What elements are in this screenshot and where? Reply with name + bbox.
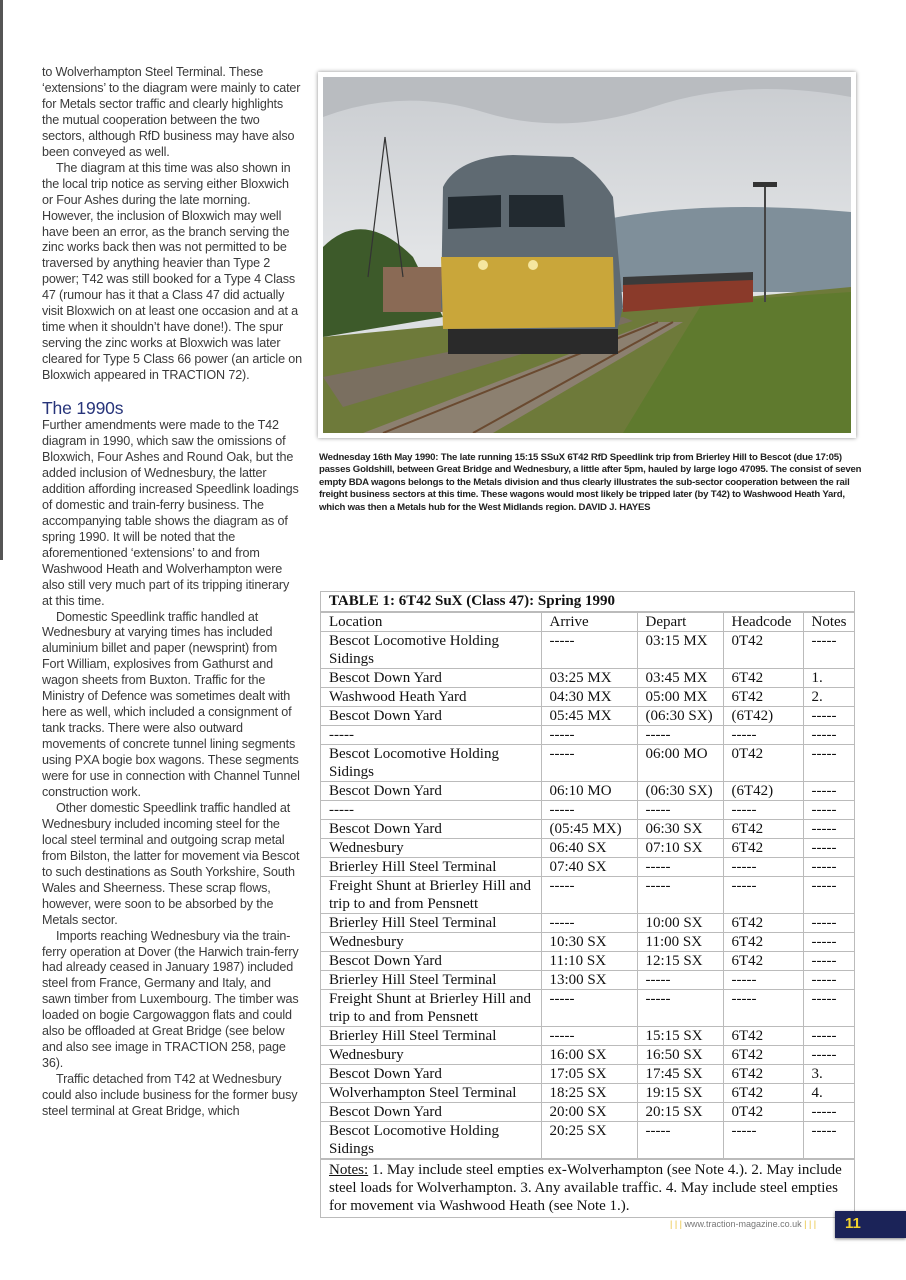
cell-depart: ----- <box>637 971 723 990</box>
table-row <box>321 632 854 669</box>
cell-location: ----- <box>321 801 541 820</box>
notes-label: Notes: <box>329 1162 369 1178</box>
cell-headcode: ----- <box>723 990 803 1027</box>
cell-headcode: 0T42 <box>723 745 803 782</box>
column-header-depart: Depart <box>637 613 723 632</box>
cell-depart: 11:00 SX <box>637 933 723 952</box>
cell-location: Wednesbury <box>321 1046 541 1065</box>
table-row <box>321 669 854 688</box>
cell-headcode: 6T42 <box>723 1065 803 1084</box>
cell-headcode: 0T42 <box>723 632 803 669</box>
cell-depart: 07:10 SX <box>637 839 723 858</box>
page-number: 11 <box>845 1215 861 1232</box>
cell-headcode: 6T42 <box>723 839 803 858</box>
cell-location: Bescot Down Yard <box>321 707 541 726</box>
cell-headcode: (6T42) <box>723 707 803 726</box>
table-row <box>321 839 854 858</box>
cell-location: Washwood Heath Yard <box>321 688 541 707</box>
photo-caption: Wednesday 16th May 1990: The late running 15:15 SSuX 6T42 RfD Speedlink trip from Brierley Hill to Bescot (due 17:05) passes Goldshill, between Great Bridge and Wednesbury, a little after 5pm, hauled by large logo 47095. The consist of seven empty BDA wagons belongs to the Metals division and thus clearly illustrates the sub-sector cooperation between the rail freight business sectors at this time. These wagons would most likely be tripped later (by T42) to Washwood Heath Yard, which was then a Metals hub for the West Midlands region. DAVID J. HAYES <box>319 452 862 513</box>
cell-location: Wednesbury <box>321 839 541 858</box>
cell-notes: ----- <box>803 745 854 782</box>
table-row <box>321 933 854 952</box>
cell-depart: ----- <box>637 877 723 914</box>
cell-headcode: 0T42 <box>723 1103 803 1122</box>
cell-notes: 2. <box>803 688 854 707</box>
cell-depart: ----- <box>637 858 723 877</box>
cell-arrive: ----- <box>541 745 637 782</box>
article-paragraph: Domestic Speedlink traffic handled at Wednesbury at varying times has included aluminium billet and paper (newsprint) from Fort William, explosives from Gathurst and wagon sheets from Buxton. Traffic for the Ministry of Defence was sometimes dealt with here as well, which included a consignment of tank tracks. There were also outward movements of concrete tunnel lining segments using PXA bogie box wagons. These segments were for use in connection with Channel Tunnel construction work. <box>42 609 300 799</box>
cell-depart: 15:15 SX <box>637 1027 723 1046</box>
cell-notes: ----- <box>803 914 854 933</box>
cell-notes: ----- <box>803 632 854 669</box>
cell-depart: ----- <box>637 990 723 1027</box>
section-heading: The 1990s <box>42 398 124 419</box>
cell-notes: ----- <box>803 952 854 971</box>
table-title: TABLE 1: 6T42 SuX (Class 47): Spring 1990 <box>321 592 854 612</box>
cell-location: Bescot Down Yard <box>321 782 541 801</box>
cell-notes: ----- <box>803 801 854 820</box>
cell-arrive: 11:10 SX <box>541 952 637 971</box>
cell-headcode: ----- <box>723 801 803 820</box>
cell-depart: (06:30 SX) <box>637 707 723 726</box>
schedule-table <box>320 591 855 1218</box>
table-row <box>321 745 854 782</box>
cell-arrive: 20:25 SX <box>541 1122 637 1159</box>
footer-bars-left: | | | <box>670 1219 683 1229</box>
cell-notes: ----- <box>803 1027 854 1046</box>
cell-notes: ----- <box>803 990 854 1027</box>
cell-headcode: 6T42 <box>723 1046 803 1065</box>
cell-arrive: 05:45 MX <box>541 707 637 726</box>
cell-arrive: ----- <box>541 990 637 1027</box>
cell-location: ----- <box>321 726 541 745</box>
table-row <box>321 1046 854 1065</box>
cell-arrive: 07:40 SX <box>541 858 637 877</box>
cell-location: Brierley Hill Steel Terminal <box>321 914 541 933</box>
cell-arrive: 04:30 MX <box>541 688 637 707</box>
table-row <box>321 820 854 839</box>
article-column <box>42 65 302 1120</box>
table-row <box>321 858 854 877</box>
cell-headcode: 6T42 <box>723 820 803 839</box>
cell-headcode: 6T42 <box>723 688 803 707</box>
cell-location: Wolverhampton Steel Terminal <box>321 1084 541 1103</box>
cell-notes: ----- <box>803 839 854 858</box>
cell-location: Bescot Locomotive Holding Sidings <box>321 632 541 669</box>
cell-headcode: ----- <box>723 971 803 990</box>
cell-depart: 06:00 MO <box>637 745 723 782</box>
article-paragraph: Imports reaching Wednesbury via the train-ferry operation at Dover (the Harwich train-ferry had already ceased in January 1987) included steel from France, Germany and Italy, and sawn timber from Luxembourg. The timber was loaded on bogie Cargowaggon flats and could also be offloaded at Great Bridge (see below and also see image in TRACTION 258, page 36). <box>42 928 299 1071</box>
cell-depart: 05:00 MX <box>637 688 723 707</box>
cell-depart: 03:15 MX <box>637 632 723 669</box>
cell-arrive: ----- <box>541 914 637 933</box>
cell-notes: ----- <box>803 858 854 877</box>
column-header-arrive: Arrive <box>541 613 637 632</box>
article-paragraph: Further amendments were made to the T42 diagram in 1990, which saw the omissions of Bloxwich, Four Ashes and Round Oak, but the added inclusion of Wednesbury, the latter addition affording increased Speedlink loadings of domestic and train-ferry business. The accompanying table shows the diagram as of spring 1990. It will be noted that the aforementioned ‘extensions’ to and from Washwood Heath and Wolverhampton were also still very much part of its tripping itinerary at this time. <box>42 418 299 608</box>
column-header-location: Location <box>321 613 541 632</box>
cell-location: Bescot Locomotive Holding Sidings <box>321 745 541 782</box>
cell-location: Brierley Hill Steel Terminal <box>321 858 541 877</box>
page-number-box <box>835 1211 906 1238</box>
cell-arrive: 10:30 SX <box>541 933 637 952</box>
cell-notes: ----- <box>803 726 854 745</box>
cell-notes: ----- <box>803 933 854 952</box>
cell-notes: ----- <box>803 820 854 839</box>
cell-arrive: 16:00 SX <box>541 1046 637 1065</box>
cell-depart: ----- <box>637 1122 723 1159</box>
table-row <box>321 990 854 1027</box>
article-paragraph: to Wolverhampton Steel Terminal. These ‘extensions’ to the diagram were mainly to cater for Metals sector traffic and clearly highlights the mutual cooperation between the two sectors, although RfD business may have also been conveyed as well. <box>42 65 301 159</box>
table-row <box>321 952 854 971</box>
cell-headcode: 6T42 <box>723 952 803 971</box>
cell-headcode: (6T42) <box>723 782 803 801</box>
table-row <box>321 782 854 801</box>
table-row <box>321 914 854 933</box>
cell-depart: 16:50 SX <box>637 1046 723 1065</box>
cell-headcode: ----- <box>723 726 803 745</box>
cell-notes: 1. <box>803 669 854 688</box>
cell-location: Brierley Hill Steel Terminal <box>321 1027 541 1046</box>
cell-notes: ----- <box>803 707 854 726</box>
cell-depart: (06:30 SX) <box>637 782 723 801</box>
cell-notes: ----- <box>803 971 854 990</box>
cell-arrive: ----- <box>541 801 637 820</box>
cell-arrive: 06:10 MO <box>541 782 637 801</box>
table-row <box>321 801 854 820</box>
cell-arrive: (05:45 MX) <box>541 820 637 839</box>
cell-location: Freight Shunt at Brierley Hill and trip to and from Pensnett <box>321 877 541 914</box>
table-row <box>321 1084 854 1103</box>
cell-depart: 10:00 SX <box>637 914 723 933</box>
cell-location: Bescot Down Yard <box>321 1065 541 1084</box>
cell-depart: 19:15 SX <box>637 1084 723 1103</box>
cell-location: Wednesbury <box>321 933 541 952</box>
cell-headcode: 6T42 <box>723 914 803 933</box>
cell-arrive: 18:25 SX <box>541 1084 637 1103</box>
cell-location: Bescot Down Yard <box>321 820 541 839</box>
cell-headcode: 6T42 <box>723 933 803 952</box>
cell-notes: ----- <box>803 782 854 801</box>
cell-arrive: 17:05 SX <box>541 1065 637 1084</box>
cell-arrive: ----- <box>541 632 637 669</box>
table-row <box>321 707 854 726</box>
cell-depart: 20:15 SX <box>637 1103 723 1122</box>
cell-notes: ----- <box>803 1046 854 1065</box>
cell-notes: ----- <box>803 1122 854 1159</box>
notes-text: 1. May include steel empties ex-Wolverhampton (see Note 4.). 2. May include steel loads for Wolverhampton. 3. Any available traffic. 4. May include steel empties for movement via Washwood Heath (see Note 1.). <box>329 1162 842 1214</box>
article-paragraph: The diagram at this time was also shown in the local trip notice as serving either Bloxwich or Four Ashes during the late morning. However, the inclusion of Bloxwich may well have been an error, as the branch serving the zinc works back then was not permitted to be traversed by anything heavier than Type 2 power; T42 was still booked for a Type 4 Class 47 (rumour has it that a Class 47 did actually visit Bloxwich on at least one occasion and at a time when it shouldn’t have done!). The spur serving the zinc works at Bloxwich was later cleared for Type 5 Class 66 power (an article on Bloxwich appeared in TRACTION 72). <box>42 160 302 383</box>
table-row <box>321 1122 854 1159</box>
cell-depart: 12:15 SX <box>637 952 723 971</box>
cell-arrive: 03:25 MX <box>541 669 637 688</box>
table-row <box>321 1027 854 1046</box>
table-notes <box>321 1159 854 1217</box>
footer-url[interactable]: www.traction-magazine.co.uk <box>684 1219 802 1229</box>
page-footer <box>670 1219 816 1229</box>
cell-location: Bescot Locomotive Holding Sidings <box>321 1122 541 1159</box>
table-row <box>321 726 854 745</box>
cell-notes: ----- <box>803 1103 854 1122</box>
cell-headcode: ----- <box>723 877 803 914</box>
cell-notes: 4. <box>803 1084 854 1103</box>
cell-location: Bescot Down Yard <box>321 1103 541 1122</box>
cell-arrive: ----- <box>541 726 637 745</box>
table-row <box>321 877 854 914</box>
train-photo <box>318 72 856 438</box>
cell-arrive: ----- <box>541 1027 637 1046</box>
table-row <box>321 1065 854 1084</box>
cell-headcode: 6T42 <box>723 1084 803 1103</box>
cell-location: Bescot Down Yard <box>321 952 541 971</box>
cell-depart: ----- <box>637 726 723 745</box>
cell-notes: 3. <box>803 1065 854 1084</box>
cell-depart: 17:45 SX <box>637 1065 723 1084</box>
cell-arrive: 13:00 SX <box>541 971 637 990</box>
cell-location: Freight Shunt at Brierley Hill and trip to and from Pensnett <box>321 990 541 1027</box>
column-header-headcode: Headcode <box>723 613 803 632</box>
column-header-notes: Notes <box>803 613 854 632</box>
table-row <box>321 971 854 990</box>
article-paragraph: Other domestic Speedlink traffic handled at Wednesbury included incoming steel for the local steel terminal and outgoing scrap metal from Bilston, the latter for movement via Bescot to such destinations as South Yorkshire, South Wales and Sheerness. These scrap flows, however, were soon to be absorbed by the Metals sector. <box>42 800 300 927</box>
cell-location: Bescot Down Yard <box>321 669 541 688</box>
cell-location: Brierley Hill Steel Terminal <box>321 971 541 990</box>
page-edge-bar <box>0 0 3 560</box>
cell-depart: 06:30 SX <box>637 820 723 839</box>
table-header-row <box>321 613 854 632</box>
article-paragraph: Traffic detached from T42 at Wednesbury could also include business for the former busy steel terminal at Great Bridge, which <box>42 1072 298 1119</box>
cell-arrive: 20:00 SX <box>541 1103 637 1122</box>
cell-headcode: 6T42 <box>723 1027 803 1046</box>
table-row <box>321 688 854 707</box>
cell-headcode: ----- <box>723 1122 803 1159</box>
cell-notes: ----- <box>803 877 854 914</box>
cell-depart: ----- <box>637 801 723 820</box>
cell-arrive: 06:40 SX <box>541 839 637 858</box>
cell-headcode: 6T42 <box>723 669 803 688</box>
cell-headcode: ----- <box>723 858 803 877</box>
table-row <box>321 1103 854 1122</box>
cell-depart: 03:45 MX <box>637 669 723 688</box>
cell-arrive: ----- <box>541 877 637 914</box>
table-body <box>321 632 854 1159</box>
footer-bars-right: | | | <box>804 1219 817 1229</box>
locomotive-photo-illustration <box>323 77 851 433</box>
